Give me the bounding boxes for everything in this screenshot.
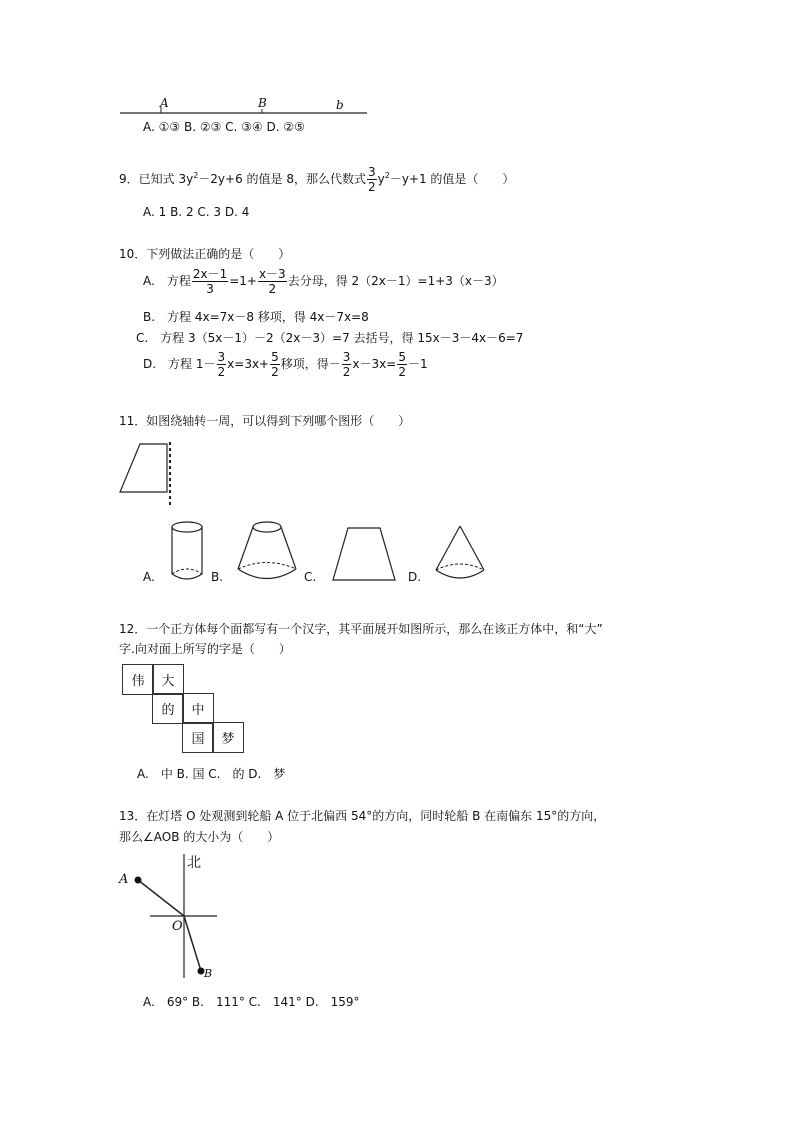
q10-d-fraction-3	[342, 350, 352, 379]
q10-d-mid3: x－3x=	[352, 357, 397, 371]
q13-north-label: 北	[187, 855, 201, 871]
q11-frustum-top	[253, 522, 281, 532]
q10-d-fraction-2	[270, 350, 280, 379]
q11-option-c-label: C.	[304, 570, 317, 584]
q10-a-f1-num: 2x－1	[192, 267, 228, 281]
q11-cone-left-side	[436, 526, 460, 570]
q11-cylinder-bottom-back	[172, 569, 202, 574]
q11-cone-base-front	[436, 570, 484, 578]
q10-d-fraction-1	[217, 350, 227, 379]
q11-frustum-bottom-front	[238, 569, 296, 579]
q12-net-cell-5: 国	[182, 722, 214, 753]
q10-a-f2-den: 2	[268, 282, 277, 296]
q9-frac-den: 2	[367, 180, 376, 194]
q10-d-mid2: 移项，得－	[280, 357, 341, 371]
q13-ray-oa	[138, 880, 184, 916]
q11-option-b-label: B.	[211, 570, 224, 584]
q10-a-tail: 去分母，得 2（2x－1）=1+3（x－3）	[287, 274, 504, 288]
q10-d-f4-den: 2	[398, 365, 406, 379]
q11-frustum-figure	[230, 518, 304, 586]
q11-frustum-bottom-back	[238, 563, 296, 570]
q10-a-mid: =1+	[229, 274, 257, 288]
q12-stem-line1: 12．一个正方体每个面都写有一个汉字，其平面展开如图所示，那么在该正方体中，和“大”	[119, 622, 603, 636]
q11-trapezoid-figure	[325, 522, 405, 584]
q11-cone-right-side	[460, 526, 484, 570]
q10-option-a	[143, 266, 504, 296]
q8-point-a-label: A	[160, 96, 169, 110]
q11-trapezoid-with-axis	[110, 440, 190, 510]
q11-cone-base-back	[436, 564, 484, 570]
q10-d-f4-num: 5	[398, 350, 406, 364]
q10-d-mid1: x=3x+	[227, 357, 270, 371]
q12-stem-line2: 字.向对面上所写的字是（ ）	[119, 642, 291, 656]
q10-d-tail: －1	[407, 357, 428, 371]
q10-stem: 10．下列做法正确的是（ ）	[119, 247, 291, 261]
q11-cylinder-figure	[160, 518, 210, 586]
q10-d-f3-den: 2	[342, 365, 351, 379]
q11-trapezoid-outline	[333, 528, 395, 580]
q10-a-fraction-1	[192, 267, 228, 296]
q8-options: A. ①③ B. ②③ C. ③④ D. ②⑤	[143, 120, 305, 134]
q12-net-cell-2: 大	[152, 664, 184, 695]
q9-sup-2: 2	[384, 171, 390, 180]
q13-label-a: A	[119, 872, 129, 887]
q10-a-f1-den: 3	[206, 282, 214, 296]
q9-sup-1: 2	[193, 171, 199, 180]
q12-options: A. 中 B. 国 C. 的 D. 梦	[137, 767, 286, 781]
q10-d-label: D. 方程 1－	[143, 357, 216, 371]
q8-point-b-small-label: b	[336, 98, 344, 112]
q13-label-b: B	[204, 967, 213, 980]
q11-frustum-right-side	[281, 527, 296, 569]
q12-net-cell-1: 伟	[122, 664, 154, 695]
q9-text-f: －y+1 的值是（ ）	[389, 172, 515, 186]
q10-a-label: A. 方程	[143, 274, 191, 288]
q10-option-b: B. 方程 4x=7x－8 移项，得 4x－7x=8	[143, 310, 369, 324]
q11-frustum-left-side	[238, 527, 253, 569]
q11-cylinder-top	[172, 522, 202, 532]
q9-text-d: y	[377, 172, 385, 186]
q10-a-f2-num: x－3	[258, 267, 286, 281]
q13-ray-ob	[184, 916, 201, 971]
q9-fraction	[367, 165, 377, 194]
q13-label-o: O	[172, 919, 183, 934]
q11-option-a-label: A.	[143, 570, 155, 584]
q10-d-f2-den: 2	[271, 365, 279, 379]
q8-point-b-label: B	[258, 96, 267, 110]
q10-option-c: C. 方程 3（5x－1）－2（2x－3）=7 去括号，得 15x－3－4x－6=7	[136, 331, 524, 345]
q10-a-fraction-2	[258, 267, 287, 296]
q10-d-f2-num: 5	[271, 350, 279, 364]
q13-stem-line2: 那么∠AOB 的大小为（ ）	[119, 830, 280, 844]
q10-d-f3-num: 3	[342, 350, 351, 364]
q12-net-cell-4: 中	[182, 693, 214, 724]
q11-cone-figure	[428, 522, 492, 584]
q12-net-cell-3: 的	[152, 693, 184, 724]
q11-trapezoid-shape	[120, 444, 167, 492]
q9-text-c: －2y+6 的值是 8，那么代数式	[198, 172, 366, 186]
q12-net-cell-6: 梦	[212, 722, 244, 753]
q8-line-figure	[0, 0, 794, 130]
q9-stem	[119, 165, 514, 194]
q10-option-d	[143, 349, 428, 379]
q13-direction-diagram	[110, 848, 230, 983]
q9-text-a: 9．已知式 3y	[119, 172, 194, 186]
q11-stem: 11．如图绕轴转一周，可以得到下列哪个图形（ ）	[119, 414, 411, 428]
q10-d-f1-num: 3	[217, 350, 226, 364]
q10-d-f1-den: 2	[217, 365, 226, 379]
q10-d-fraction-4	[397, 350, 407, 379]
q11-cylinder-bottom-front	[172, 574, 202, 579]
q13-point-a	[135, 877, 142, 884]
q13-stem-line1: 13．在灯塔 O 处观测到轮船 A 位于北偏西 54°的方向，同时轮船 B 在南偏东 15°的方向，	[119, 809, 606, 823]
q13-options: A. 69° B. 111° C. 141° D. 159°	[143, 995, 360, 1009]
q9-options: A. 1 B. 2 C. 3 D. 4	[143, 205, 250, 219]
q9-frac-num: 3	[367, 165, 376, 179]
q11-option-d-label: D.	[408, 570, 422, 584]
